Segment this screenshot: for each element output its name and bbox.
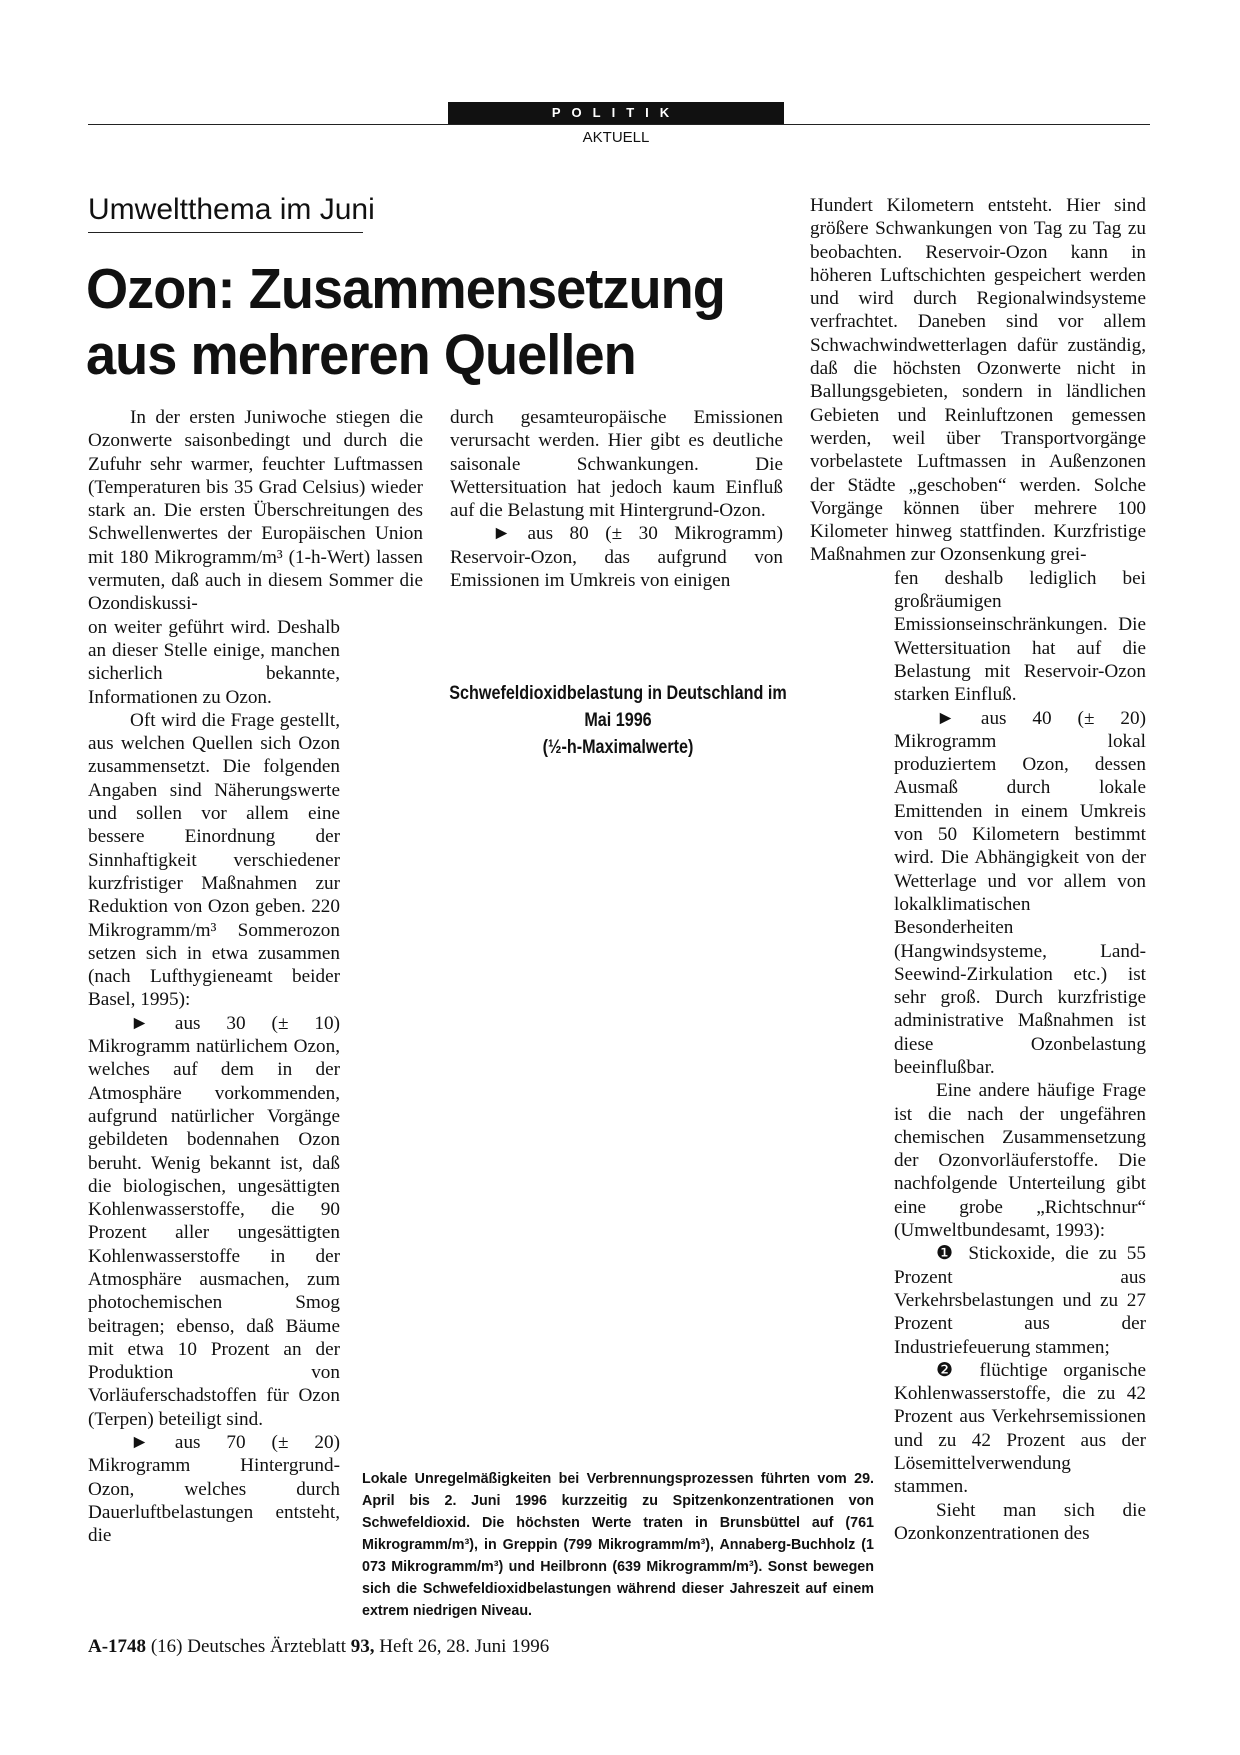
section-bar: POLITIK xyxy=(448,102,784,124)
paragraph: ❷ flüchtige organische Kohlenwasserstoffe, die zu 42 Prozent aus Verkehrsemissionen und zu 42 Prozent aus der Lösemittelverwendung stammen. xyxy=(894,1359,1146,1498)
journal-issue: Heft 26, 28. Juni 1996 xyxy=(379,1636,550,1657)
subsection-label: AKTUELL xyxy=(582,129,650,146)
article-kicker: Umweltthema im Juni xyxy=(88,193,375,226)
paragraph: ► aus 30 (± 10) Mikrogramm natürlichem Ozon, welches auf dem in der Atmosphäre vorkommenden, aufgrund natürlicher Vorgänge gebildeten bodennahen Ozon beruht. Wenig bekannt ist, daß die biologischen, ungesättigten Kohlenwasserstoffe, die 90 Prozent aller ungesättigten Kohlenwasserstoffe in der Atmosphäre ausmachen, zum photochemischen Smog beitragen; ebenso, daß Bäume mit etwa 10 Prozent an der Produktion von Vorläuferschadstoffen für Ozon (Terpen) beteiligt sind. xyxy=(88,1012,340,1430)
paragraph: Hundert Kilometern entsteht. Hier sind größere Schwankungen von Tag zu Tag zu beobachten. Reservoir-Ozon kann in höheren Luftschichten gespeichert werden und wird durch Regionalwindsysteme verfrachtet. Daneben sind vor allem Schwachwindwetterlagen dafür zuständig, daß die höchsten Ozonwerte nicht in Ballungsgebieten, sondern in ländlichen Gebieten und Reinluftzonen gemessen werden, weil über Transportvorgänge vorbelastete Luftmassen in Außenzonen der Städte „geschoben“ werden. Solche Vorgänge können über mehrere 100 Kilometer hinweg stattfinden. Kurzfristige Maßnahmen zur Ozonsenkung grei- xyxy=(810,195,1146,566)
journal-name: Deutsches Ärzteblatt xyxy=(187,1636,347,1657)
paragraph: on weiter geführt wird. Deshalb an dieser Stelle einige, manchen sicherlich bekannte, Informationen zu Ozon. xyxy=(88,616,340,708)
article-column-2 xyxy=(450,406,783,592)
paragraph: In der ersten Juniwoche stiegen die Ozonwerte saisonbedingt und durch die Zufuhr sehr warmer, feuchter Luftmassen (Temperaturen bis 35 Grad Celsius) wieder stark an. Die ersten Überschreitungen des Schwellenwertes der Europäischen Union mit 180 Mikrogramm/m³ (1-h-Wert) lassen vermuten, daß auch in diesem Sommer die Ozondiskussi- xyxy=(88,407,423,615)
header-rule xyxy=(88,124,1150,125)
article-column-3 xyxy=(810,194,1146,1545)
figure-caption: Lokale Unregelmäßigkeiten bei Verbrennungsprozessen führten vom 29. April bis 2. Juni 1996 kurzzeitig zu Spitzenkonzentrationen von Schwefeldioxid. Die höchsten Werte traten in Brunsbüttel auf (761 Mikrogramm/m³), in Greppin (799 Mikrogramm/m³), Annaberg-Buchholz (1 073 Mikrogramm/m³) und Heilbronn (639 Mikrogramm/m³). Sonst bewegen sich die Schwefeldioxidbelastungen während dieser Jahreszeit auf einem extrem niedrigen Niveau. xyxy=(362,1471,874,1619)
paragraph: ► aus 40 (± 20) Mikrogramm lokal produziertem Ozon, dessen Ausmaß durch lokale Emittenden in einem Umkreis von 50 Kilometern bestimmt wird. Die Abhängigkeit von der Wetterlage und vor allem von lokalklimatischen Besonderheiten (Hangwindsysteme, Land-Seewind-Zirkulation etc.) ist sehr groß. Durch kurzfristige administrative Maßnahmen ist diese Ozonbelastung beeinflußbar. xyxy=(894,707,1146,1078)
figure-title-line-2: (½-h-Maximalwerte) xyxy=(542,737,694,758)
paragraph: ❶ Stickoxide, die zu 55 Prozent aus Verkehrsbelastungen und zu 27 Prozent aus der Industriefeuerung stammen; xyxy=(894,1243,1146,1358)
paragraph: ► aus 80 (± 30 Mikrogramm) Reservoir-Ozon, das aufgrund von Emissionen im Umkreis von einigen xyxy=(450,523,783,592)
article-headline: Ozon: Zusammensetzung aus mehreren Quellen xyxy=(86,257,725,387)
page-number: (16) xyxy=(150,1636,183,1657)
paragraph: Oft wird die Frage gestellt, aus welchen Quellen sich Ozon zusammensetzt. Die folgenden Angaben sind Näherungswerte und sollen vor allem eine bessere Einordnung der Sinnhaftigkeit verschiedener kurzfristiger Maßnahmen zur Reduktion von Ozon geben. 220 Mikrogramm/m³ Sommerozon setzen sich in etwa zusammen (nach Lufthygieneamt beider Basel, 1995): xyxy=(88,709,340,1011)
paragraph: durch gesamteuropäische Emissionen verursacht werden. Hier gibt es deutliche saisonale Schwankungen. Die Wettersituation hat jedoch kaum Einfluß auf die Belastung mit Hintergrund-Ozon. xyxy=(450,407,783,522)
journal-volume: 93, xyxy=(350,1636,375,1657)
kicker-rule xyxy=(88,232,363,233)
paragraph: fen deshalb lediglich bei großräumigen Emissionseinschränkungen. Die Wettersituation hat auf die Belastung mit Reservoir-Ozon starken Einfluß. xyxy=(894,567,1146,706)
paragraph: Sieht man sich die Ozonkonzentrationen des xyxy=(894,1499,1146,1544)
paragraph: ► aus 70 (± 20) Mikrogramm Hintergrund-Ozon, welches durch Dauerluftbelastungen entsteht, die xyxy=(88,1432,340,1547)
figure-map-area xyxy=(362,732,874,1462)
paragraph: Eine andere häufige Frage ist die nach der ungefähren chemischen Zusammensetzung der Ozonvorläuferstoffe. Die nachfolgende Unterteilung gibt eine grobe „Richtschnur“ (Umweltbundesamt, 1993): xyxy=(894,1080,1146,1242)
figure-title-line-1: Schwefeldioxidbelastung in Deutschland im Mai 1996 xyxy=(449,683,787,731)
page-footer xyxy=(88,1636,549,1658)
page-code: A-1748 xyxy=(88,1636,147,1657)
